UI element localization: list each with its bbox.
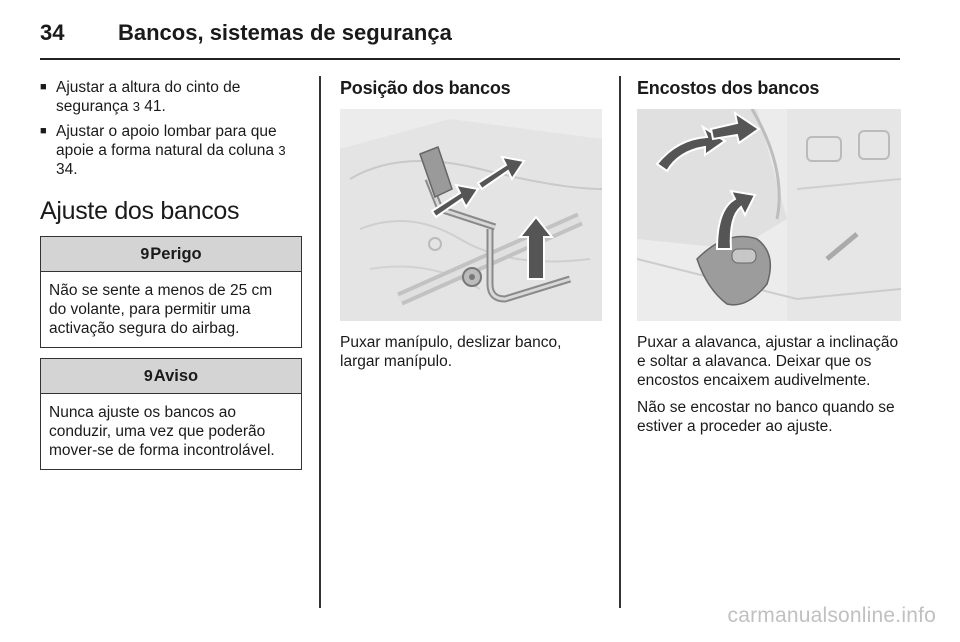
danger-box bbox=[40, 236, 302, 348]
bullet-icon: ■ bbox=[40, 81, 47, 93]
warning-triangle-icon: 9 bbox=[140, 246, 150, 263]
page-ref[interactable]: 34. bbox=[56, 161, 78, 178]
warning-text: Nunca ajuste os bancos ao conduzir, uma vez que poderão mover-se de forma incontrolável. bbox=[49, 404, 275, 459]
page-title: Bancos, sistemas de segurança bbox=[118, 20, 452, 45]
list-item: ■ Ajustar o apoio lombar para que apoie a forma natural da coluna 3 34. bbox=[40, 123, 286, 178]
bullet-list bbox=[40, 78, 302, 179]
middle-column bbox=[340, 78, 602, 379]
warning-triangle-icon: 9 bbox=[143, 368, 153, 385]
danger-text: Não se sente a menos de 25 cm do volante, para permitir uma activação segura do airbag. bbox=[49, 282, 273, 337]
page-ref[interactable]: 41. bbox=[144, 98, 166, 115]
body-text: Não se encostar no banco quando se estiver a proceder ao ajuste. bbox=[637, 399, 895, 435]
section-title: Ajuste dos bancos bbox=[40, 197, 240, 225]
section-heading: Encostos dos bancos bbox=[637, 78, 820, 98]
list-item: ■ Ajustar a altura do cinto de segurança 3 41. bbox=[40, 79, 241, 115]
warning-box bbox=[40, 358, 302, 470]
section-heading: Posição dos bancos bbox=[340, 78, 511, 98]
seatback-recline-illustration bbox=[637, 109, 901, 321]
page-header bbox=[40, 18, 900, 60]
page-number: 34 bbox=[40, 20, 65, 45]
bullet-icon: ■ bbox=[40, 125, 47, 137]
right-column bbox=[637, 78, 902, 444]
body-text: Puxar a alavanca, ajustar a inclinação e soltar a alavanca. Deixar que os encostos encaixem audivelmente. bbox=[637, 334, 899, 389]
left-column bbox=[40, 78, 302, 480]
seat-slide-illustration bbox=[340, 109, 602, 321]
column-divider bbox=[319, 76, 321, 608]
warning-header: 9Aviso bbox=[41, 359, 301, 394]
page-ref-icon: 3 bbox=[278, 143, 286, 158]
body-text: Puxar manípulo, deslizar banco, largar manípulo. bbox=[340, 334, 562, 370]
column-divider bbox=[619, 76, 621, 608]
header-rule bbox=[40, 58, 900, 60]
page-ref-icon: 3 bbox=[132, 99, 140, 114]
watermark: carmanualsonline.info bbox=[727, 604, 936, 627]
danger-header: 9Perigo bbox=[41, 237, 301, 272]
